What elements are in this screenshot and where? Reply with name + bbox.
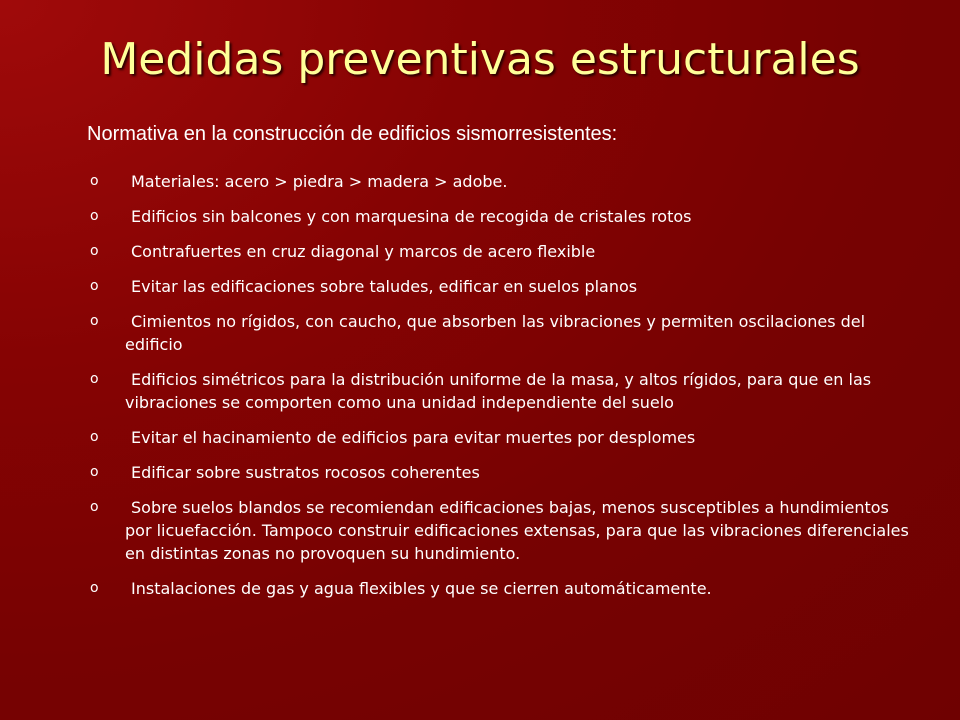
bullet-marker-icon: o <box>90 173 99 189</box>
bullet-marker-icon: o <box>90 580 99 596</box>
list-item <box>90 310 920 356</box>
bullet-text: Sobre suelos blandos se recomiendan edificaciones bajas, menos susceptibles a hundimientos por licuefacción. Tampoco construir edificaciones extensas, para que las vibraciones diferenciales en distintas zonas no provoquen su hundimiento. <box>125 498 909 563</box>
list-item <box>90 368 920 414</box>
list-item <box>90 426 920 449</box>
bullet-text: Cimientos no rígidos, con caucho, que absorben las vibraciones y permiten oscilaciones del edificio <box>125 312 866 354</box>
bullet-text: Edificar sobre sustratos rocosos coherentes <box>131 463 480 482</box>
list-item <box>90 577 920 600</box>
list-item <box>90 275 920 298</box>
bullet-marker-icon: o <box>90 313 99 329</box>
bullet-marker-icon: o <box>90 208 99 224</box>
slide-subtitle: Normativa en la construcción de edificios sismorresistentes: <box>87 123 618 145</box>
bullet-marker-icon: o <box>90 464 99 480</box>
bullet-list <box>90 170 920 612</box>
bullet-text: Edificios sin balcones y con marquesina de recogida de cristales rotos <box>131 207 692 226</box>
slide-title: Medidas preventivas estructurales <box>100 34 860 85</box>
bullet-text: Evitar las edificaciones sobre taludes, edificar en suelos planos <box>131 277 638 296</box>
bullet-marker-icon: o <box>90 429 99 445</box>
list-item <box>90 496 920 565</box>
bullet-text: Edificios simétricos para la distribución uniforme de la masa, y altos rígidos, para que en las vibraciones se comporten como una unidad independiente del suelo <box>125 370 872 412</box>
bullet-marker-icon: o <box>90 371 99 387</box>
list-item <box>90 170 920 193</box>
bullet-marker-icon: o <box>90 499 99 515</box>
bullet-marker-icon: o <box>90 243 99 259</box>
bullet-text: Contrafuertes en cruz diagonal y marcos de acero flexible <box>131 242 596 261</box>
list-item <box>90 205 920 228</box>
bullet-text: Instalaciones de gas y agua flexibles y que se cierren automáticamente. <box>131 579 712 598</box>
list-item <box>90 461 920 484</box>
list-item <box>90 240 920 263</box>
bullet-marker-icon: o <box>90 278 99 294</box>
bullet-text: Evitar el hacinamiento de edificios para evitar muertes por desplomes <box>131 428 696 447</box>
bullet-text: Materiales: acero > piedra > madera > adobe. <box>131 172 508 191</box>
